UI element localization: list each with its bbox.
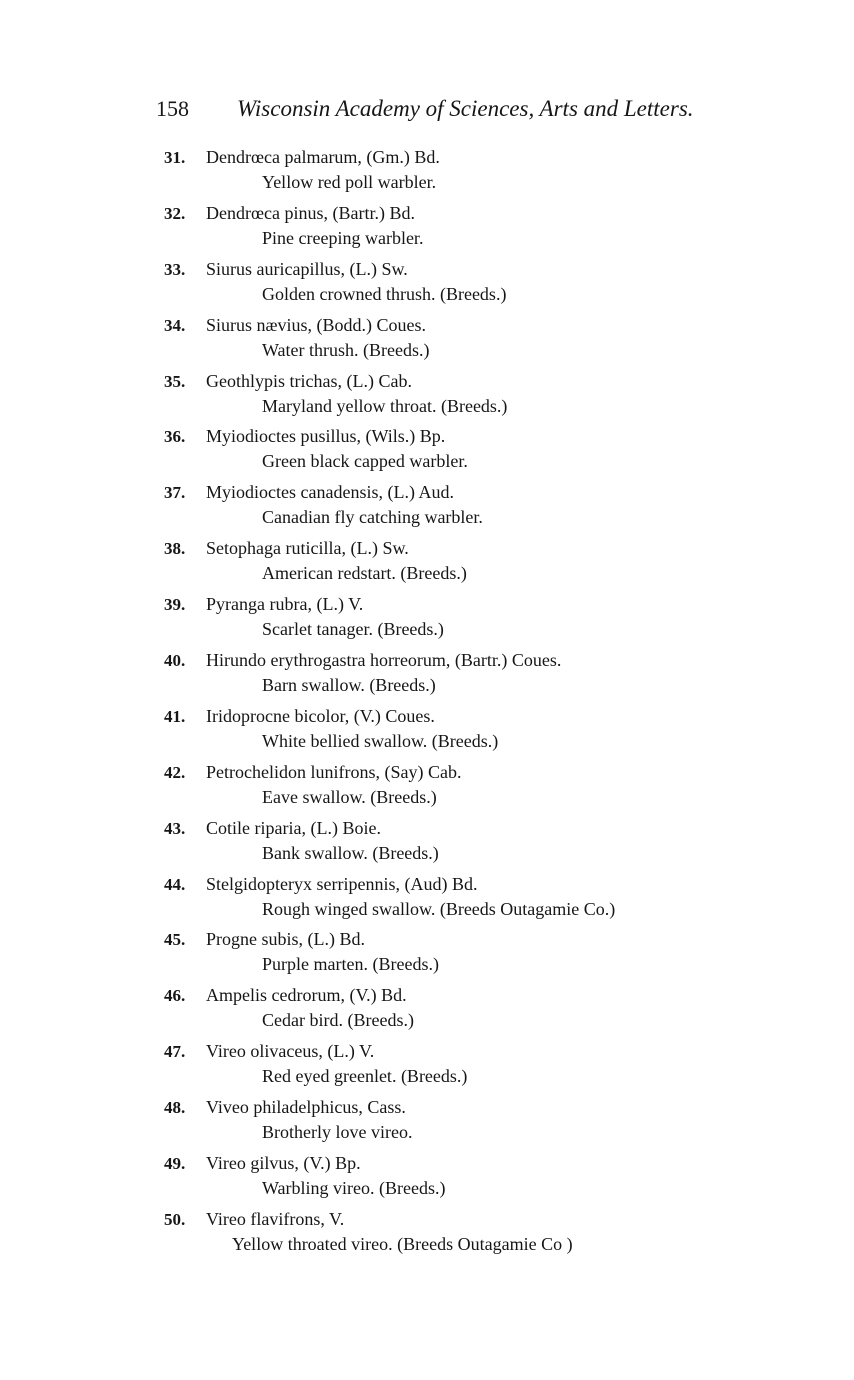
species-entry [0,145,854,201]
page-number: 158 [156,96,189,121]
species-entry [0,983,854,1039]
scientific-name: Siurus nævius, (Bodd.) Coues. [206,314,427,335]
entry-number: 35. [164,371,186,391]
entry-number: 31. [164,148,186,167]
common-name: Water thrush. (Breeds.) [262,339,430,360]
scientific-name: Dendrœca palmarum, (Gm.) Bd. [206,147,440,167]
common-name: Barn swallow. (Breeds.) [262,675,436,696]
entry-number: 34. [164,315,186,335]
entry-number: 47. [164,1042,186,1062]
species-entry [0,927,854,983]
common-name: Cedar bird. (Breeds.) [262,1010,414,1031]
entry-number: 50. [164,1209,186,1229]
species-entry [0,424,854,480]
species-entry [0,257,854,313]
entry-number: 45. [164,930,186,950]
scientific-name: Ampelis cedrorum, (V.) Bd. [206,985,407,1006]
scientific-name: Vireo gilvus, (V.) Bp. [206,1153,361,1174]
scientific-name: Vireo flavifrons, V. [206,1208,345,1229]
species-entry [0,1095,854,1151]
scientific-name: Vireo olivaceus, (L.) V. [206,1041,375,1062]
species-entry [0,536,854,592]
species-entry [0,648,854,704]
entry-number: 38. [164,539,186,559]
entry-number: 33. [164,259,186,279]
entry-number: 48. [164,1098,186,1118]
entry-number: 32. [164,203,186,223]
common-name: Yellow red poll warbler. [262,172,437,192]
scientific-name: Dendrœca pinus, (Bartr.) Bd. [206,202,415,223]
scientific-name: Myiodioctes pusillus, (Wils.) Bp. [206,426,446,447]
species-list [0,145,854,1263]
scientific-name: Myiodioctes canadensis, (L.) Aud. [206,482,454,503]
species-entry [0,1039,854,1095]
common-name: Yellow throated vireo. (Breeds Outagamie Co ) [232,1233,573,1254]
species-entry [0,201,854,257]
scientific-name: Viveo philadelphicus, Cass. [206,1097,406,1118]
scientific-name: Cotile riparia, (L.) Boie. [206,817,381,838]
species-entry [0,313,854,369]
common-name: Brotherly love vireo. [262,1122,413,1143]
entry-number: 37. [164,483,186,503]
species-entry [0,816,854,872]
scientific-name: Geothlypis trichas, (L.) Cab. [206,370,412,391]
common-name: Warbling vireo. (Breeds.) [262,1178,446,1199]
common-name: Canadian fly catching warbler. [262,507,483,528]
species-entry [0,1207,854,1263]
scientific-name: Progne subis, (L.) Bd. [206,929,365,950]
species-entry [0,480,854,536]
common-name: Bank swallow. (Breeds.) [262,842,439,863]
common-name: Golden crowned thrush. (Breeds.) [262,283,507,304]
entry-number: 39. [164,595,186,615]
species-entry [0,760,854,816]
common-name: Scarlet tanager. (Breeds.) [262,619,444,640]
entry-number: 43. [164,818,186,838]
common-name: Red eyed greenlet. (Breeds.) [262,1066,468,1087]
entry-number: 36. [164,427,186,447]
entry-number: 49. [164,1154,186,1174]
scientific-name: Pyranga rubra, (L.) V. [206,594,364,615]
scientific-name: Setophaga ruticilla, (L.) Sw. [206,538,409,559]
scientific-name: Hirundo erythrogastra horreorum, (Bartr.) Coues. [206,650,562,671]
common-name: Eave swallow. (Breeds.) [262,786,437,807]
species-entry [0,369,854,425]
page-header [0,92,854,132]
entry-number: 44. [164,874,186,894]
common-name: Rough winged swallow. (Breeds Outagamie Co.) [262,898,616,919]
entry-number: 41. [164,706,186,726]
scientific-name: Iridoprocne bicolor, (V.) Coues. [206,705,435,726]
running-title: Wisconsin Academy of Sciences, Arts and Letters. [237,96,694,121]
common-name: Green black capped warbler. [262,451,468,472]
entry-number: 42. [164,762,186,782]
species-entry [0,1151,854,1207]
common-name: White bellied swallow. (Breeds.) [262,730,499,751]
entry-number: 46. [164,986,186,1006]
species-entry [0,592,854,648]
scientific-name: Siurus auricapillus, (L.) Sw. [206,258,408,279]
common-name: American redstart. (Breeds.) [262,563,467,584]
common-name: Purple marten. (Breeds.) [262,954,439,975]
entry-number: 40. [164,651,186,671]
species-entry [0,872,854,928]
common-name: Pine creeping warbler. [262,227,424,248]
species-entry [0,704,854,760]
scientific-name: Stelgidopteryx serripennis, (Aud) Bd. [206,873,478,894]
scientific-name: Petrochelidon lunifrons, (Say) Cab. [206,761,462,782]
common-name: Maryland yellow throat. (Breeds.) [262,395,508,416]
